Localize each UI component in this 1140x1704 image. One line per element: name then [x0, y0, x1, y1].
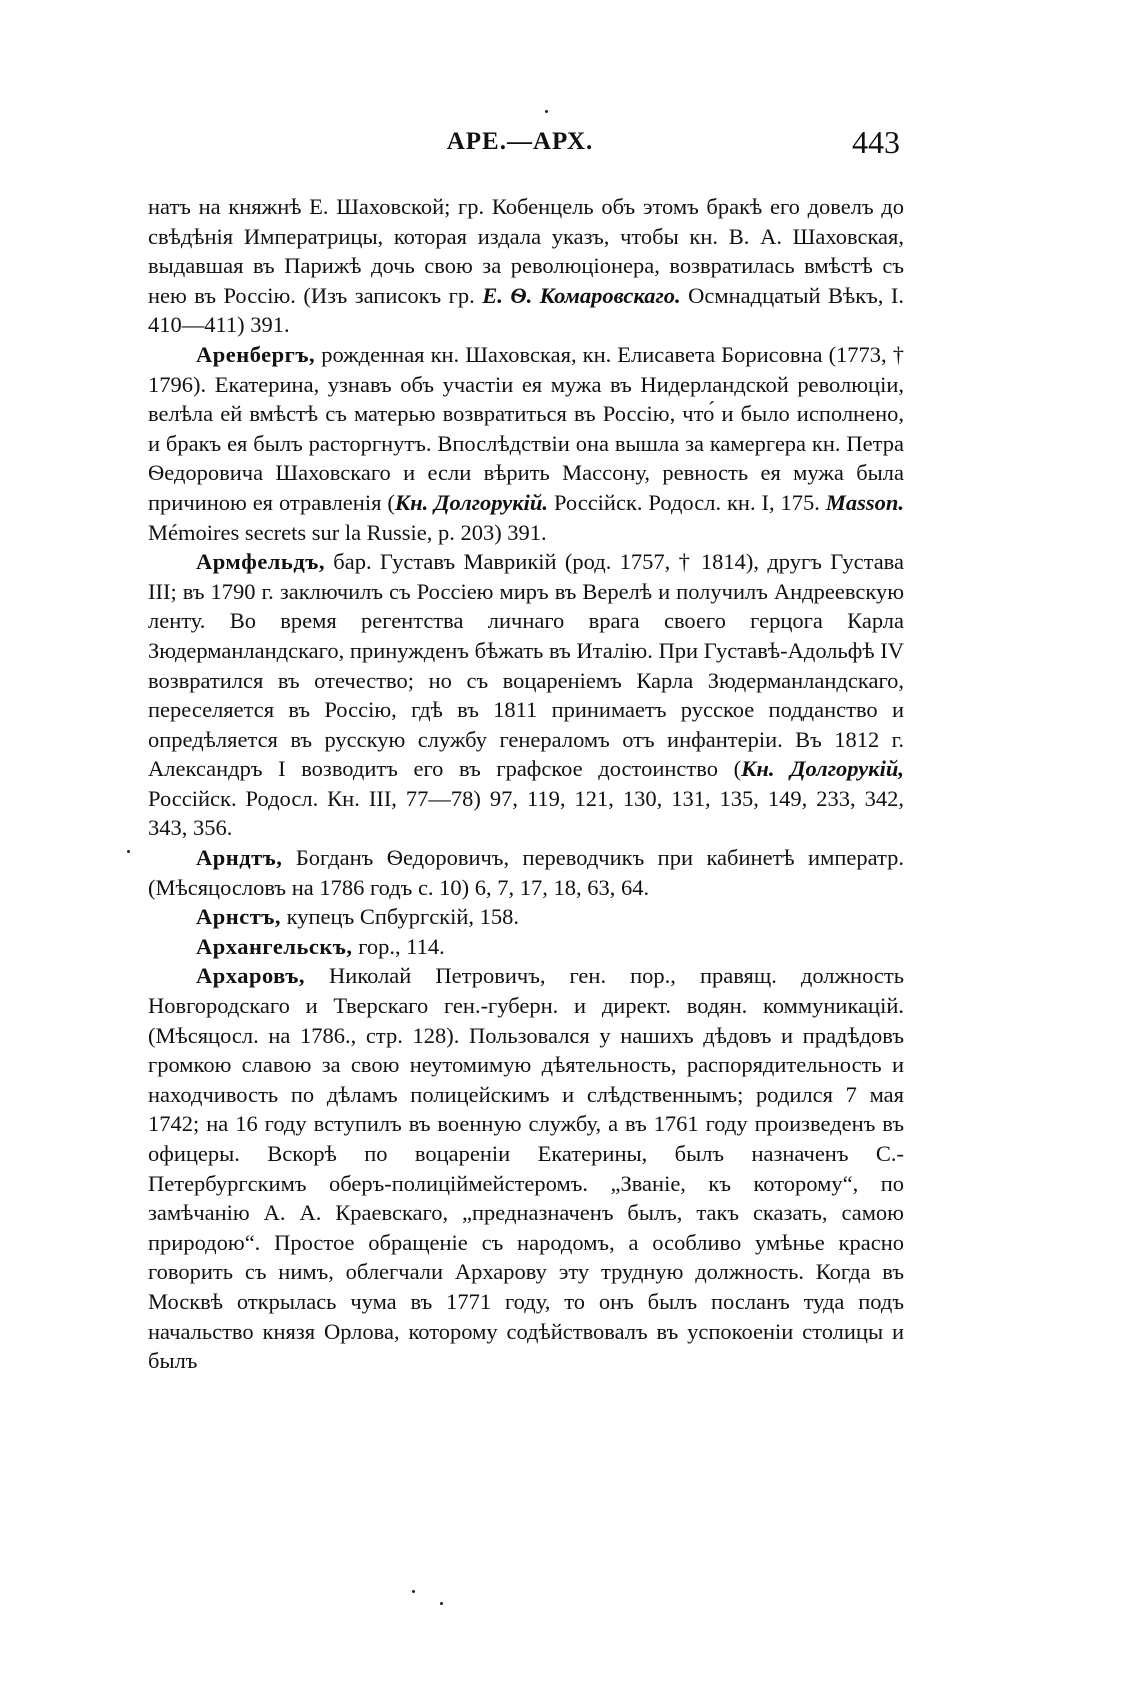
entry-text: Россійск. Родосл. Кн. III, 77—78) 97, 119, 121, 130, 131, 135, 149, 233, 342, 343, 356.	[148, 785, 904, 841]
entry-text: рожденная кн. Шаховская, кн. Елисавета Борисовна (1773, † 1796). Екатерина, узнавъ объ участіи ея мужа въ Нидерландской революціи, велѣла ей вмѣстѣ съ матерью возвратиться въ Россію, что́ и было исполнено, и бракъ ея былъ расторгнутъ. Впослѣдствіи она вышла за камергера кн. Петра Ѳедоровича Шаховскаго и если вѣрить Массону, ревность ея мужа была причиною ея отравленія (	[148, 341, 904, 515]
entry-arndt	[148, 843, 904, 902]
italic-citation: Е. Ѳ. Комаровскаго.	[482, 282, 681, 308]
print-speck	[440, 1602, 443, 1605]
entry-text: Осмнадцатый Вѣкъ, I. 410—411) 391.	[148, 282, 905, 338]
headword: Арндтъ,	[196, 845, 283, 871]
page-header	[140, 124, 900, 168]
italic-citation: Masson.	[825, 489, 904, 515]
entry-arkharov	[148, 961, 904, 1375]
entry-text: Россійск. Родосл. кн. I, 175.	[548, 489, 826, 515]
headword: Архангельскъ,	[196, 933, 353, 959]
entry-arnst	[148, 902, 904, 932]
entry-text: натъ на княжнѣ Е. Шаховской; гр. Кобенцель объ этомъ бракѣ его довелъ до свѣдѣнія Императрицы, которая издала указъ, чтобы кн. В. А. Шаховская, выдавшая въ Парижѣ дочь свою за революціонера, возвратилась вмѣстѣ съ нею въ Россію. (Изъ записокъ гр.	[148, 194, 904, 308]
page-number: 443	[852, 124, 900, 160]
entry-text: гор., 114.	[352, 933, 445, 959]
entry-armfeld	[148, 547, 904, 843]
print-speck	[412, 1590, 415, 1593]
headword: Аренбергъ,	[196, 341, 316, 367]
text-body	[148, 192, 904, 1376]
running-head: АРЕ.—АРХ.	[446, 128, 594, 155]
entry-text: Богданъ Ѳедоровичъ, переводчикъ при кабинетѣ императр. (Мѣсяцословъ на 1786 годъ с. 10) 6, 7, 17, 18, 63, 64.	[148, 845, 904, 900]
entry-text: Николай Петровичъ, ген. пор., правящ. должность Новгородскаго и Тверскаго ген.-губерн. и директ. водян. коммуникацій. (Мѣсяцосл. на 1786., стр. 128). Пользовался у нашихъ дѣдовъ и прадѣдовъ громкою славою за свою неутомимую дѣятельность, распорядительность и находчивость по дѣламъ полицейскимъ и слѣдственнымъ; родился 7 мая 1742; на 16 году вступилъ въ военную службу, а въ 1761 году произведенъ въ офицеры. Вскорѣ по воцареніи Екатерины, былъ назначенъ С.-Петербургскимъ оберъ-полиціймейстеромъ. „Званіе, къ которому“, по замѣчанію А. А. Краевскаго, „предназначенъ былъ, такъ сказать, самою природою“. Простое обращеніе съ народомъ, а особливо умѣнье красно говорить съ нимъ, облегчали Архарову эту трудную должность. Когда въ Москвѣ открылась чума въ 1771 году, то онъ былъ посланъ туда подъ начальство князя Орлова, которому содѣйствовалъ въ успокоеніи столицы и былъ	[148, 963, 904, 1374]
entry-continuation	[148, 192, 904, 340]
print-speck	[545, 110, 548, 113]
headword: Архаровъ,	[196, 963, 306, 989]
italic-citation: Кн. Долгорукій,	[741, 756, 904, 782]
headword: Арнстъ,	[196, 904, 282, 930]
entry-arenberg	[148, 340, 904, 547]
print-speck	[127, 850, 130, 853]
entry-arkhangelsk	[148, 932, 904, 962]
entry-text: купецъ Спбургскій, 158.	[281, 904, 520, 930]
entry-text: Mémoires secrets sur la Russie, p. 203) 391.	[148, 519, 547, 545]
headword: Армфельдъ,	[196, 549, 325, 575]
italic-citation: Кн. Долгорукій.	[394, 489, 549, 515]
entry-text: бар. Густавъ Маврикій (род. 1757, † 1814), другъ Густава III; въ 1790 г. заключилъ съ Россіею миръ въ Верелѣ и получилъ Андреевскую ленту. Во время регентства личнаго врага своего герцога Карла Зюдерманландскаго, принужденъ бѣжать въ Италію. При Густавѣ-Адольфѣ IV возвратился въ отечество; но съ воцареніемъ Карла Зюдерманландскаго, переселяется въ Россію, гдѣ въ 1811 принимаетъ русское подданство и опредѣляется въ русскую службу генераломъ отъ инфантеріи. Въ 1812 г. Александръ I возводитъ его въ графское достоинство (	[148, 549, 904, 782]
